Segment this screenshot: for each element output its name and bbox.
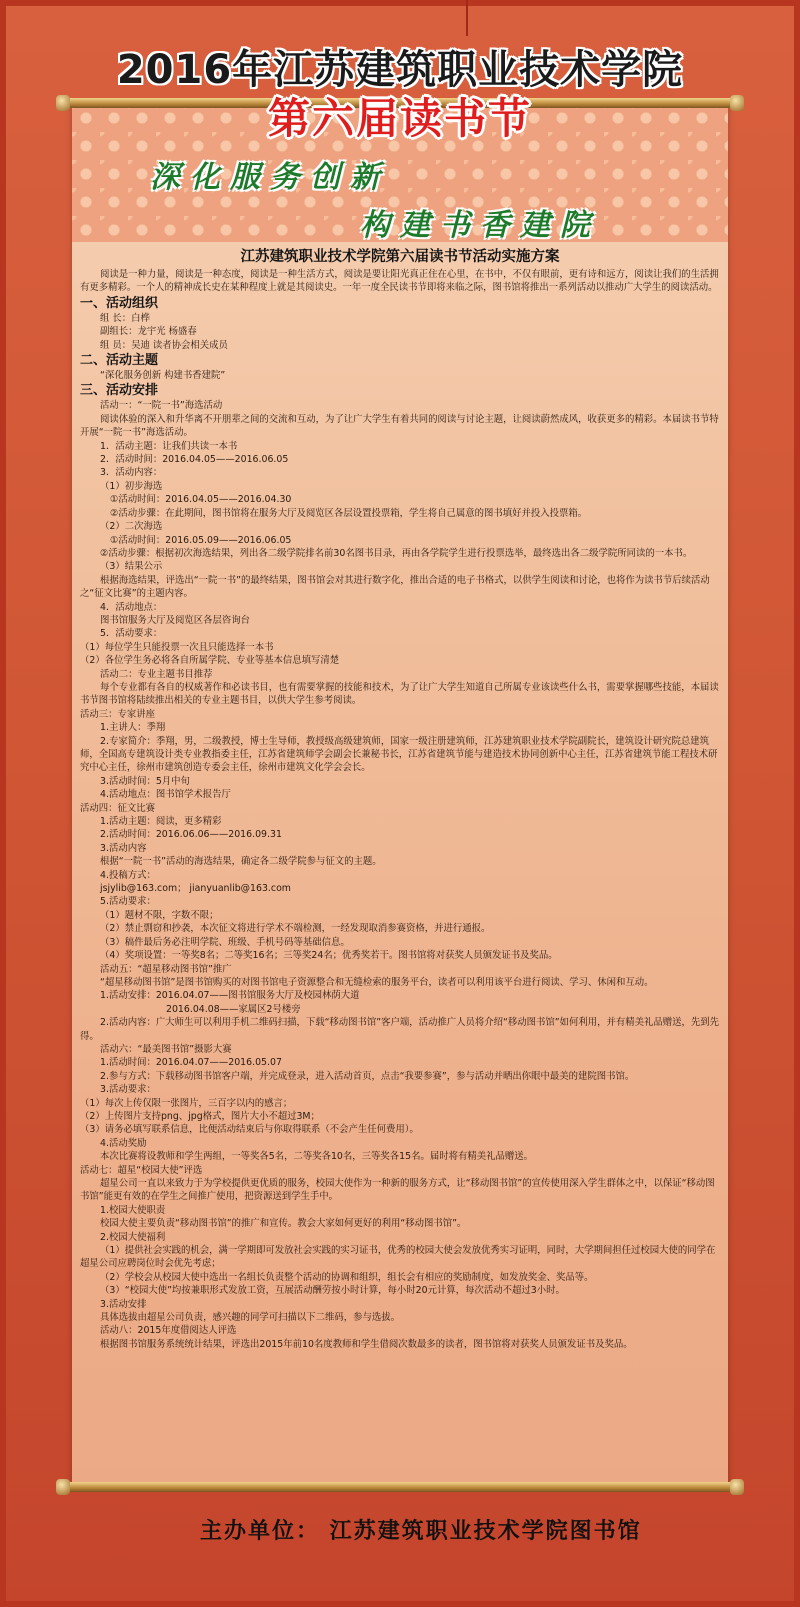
activity-1-line: ①活动时间：2016.05.09——2016.06.05 [110, 534, 292, 546]
activity-3-line: 4.活动地点：图书馆学术报告厅 [100, 789, 231, 801]
activity-1-line: ②活动步骤：根据初次海选结果，列出各二级学院排名前30名图书目录，再由各学院学生进行投票选举，最终选出各二级学院所同读的一本书。 [100, 547, 693, 559]
activity-5-line: 1.活动安排：2016.04.07——图书馆服务大厅及校园林荫大道 [100, 990, 360, 1002]
activity-4-line: 根据“一院一书”活动的海选结果，确定各二级学院参与征文的主题。 [100, 856, 382, 868]
activity-2-paragraph: 每个专业都有各自的权威著作和必读书目，也有需要掌握的技能和技术，为了让广大学生知道自己所属专业该读些什么书，需要掌握哪些技能，本届读书节图书馆将陆续推出相关的专业主题书目，以供大学生参考阅读。 [80, 681, 719, 707]
activity-4-title: 活动四：征文比赛 [80, 802, 156, 814]
org-leader: 组 长：白桦 [100, 312, 150, 324]
activity-1-line: 5．活动要求： [100, 628, 163, 640]
activity-4-line: （3）稿件最后务必注明学院、班级、手机号码等基础信息。 [100, 936, 350, 948]
activity-1-line: 2．活动时间：2016.04.05——2016.06.05 [100, 454, 289, 466]
org-deputy: 副组长：龙宇光 杨盛春 [100, 326, 197, 338]
activity-4-line: 2.活动时间：2016.06.06——2016.09.31 [100, 829, 282, 841]
activity-7-line: （3）“校园大使”均按兼职形式发放工资，互展活动酬劳按小时计算，每小时20元计算，每次活动不超过3小时。 [100, 1285, 565, 1297]
activity-1-line: （2）二次海选 [100, 521, 163, 533]
activity-8-paragraph: 根据图书馆服务系统统计结果，评选出2015年前10名度教师和学生借阅次数最多的读者，图书馆将对获奖人员颁发证书及奖品。 [100, 1338, 633, 1350]
section-heading-organization: 一、活动组织 [80, 295, 159, 311]
activity-4-line: （2）禁止剽窃和抄袭，本次征文将进行学术不端检测，一经发现取消参赛资格，并进行通报。 [100, 923, 491, 935]
activity-1-paragraph: 阅读体验的深入和升华离不开朋辈之间的交流和互动，为了让广大学生有着共同的阅读与讨论主题，让阅读蔚然成风，收获更多的精彩。本届读书节特开展“一院一书”海选活动。 [80, 413, 719, 439]
plan-document [80, 248, 720, 1351]
activity-1-line: ②活动步骤：在此期间，图书馆将在服务大厅及阅览区各层设置投票箱，学生将自己属意的图书填好并投入投票箱。 [110, 507, 588, 519]
theme-text: “深化服务创新 构建书香建院” [100, 370, 226, 382]
hanging-string [466, 0, 468, 36]
activity-7-line: 具体选拔由超星公司负责，感兴趣的同学可扫描以下二维码，参与选拔。 [100, 1312, 401, 1324]
slogan-line-1: 深化服务创新 [150, 160, 390, 195]
activity-5-paragraph: “超星移动图书馆”是图书馆购买的对图书馆电子资源整合和无缝检索的服务平台，读者可以利用该平台进行阅读、学习、休闲和互动。 [100, 976, 654, 988]
activity-6-line: 本次比赛将设教师和学生两组，一等奖各5名，二等奖各10名，三等奖各15名。届时将有精美礼品赠送。 [100, 1151, 533, 1163]
rod-knob-left [56, 1479, 70, 1495]
activity-7-paragraph: 超星公司一直以来致力于为学校提供更优质的服务，校园大使作为一种新的服务方式，让“移动图书馆”的宣传使用深入学生群体之中，以保证“移动图书馆”能更有效的在学生之间推广使用，把资源送到学生手中。 [80, 1178, 715, 1203]
activity-7-line: 校园大使主要负责“移动图书馆”的推广和宣传。教会大家如何更好的利用“移动图书馆”。 [100, 1218, 467, 1230]
activity-1-title: 活动一：“一院一书”海选活动 [100, 400, 223, 412]
activity-1-line: 1．活动主题：让我们共读一本书 [100, 440, 238, 452]
activity-4-line: （4）奖项设置：一等奖8名；二等奖16名；三等奖24名；优秀奖若干。图书馆将对获奖人员颁发证书及奖品。 [100, 950, 558, 962]
activity-4-line: 5.活动要求： [100, 896, 156, 908]
activity-6-line: （3）请务必填写联系信息，比便活动结束后与你取得联系（不会产生任何费用）。 [80, 1124, 419, 1136]
activity-7-title: 活动七：超星“校园大使”评选 [80, 1164, 203, 1176]
activity-4-line: 3.活动内容 [100, 842, 147, 854]
activity-6-line: 1.活动时间：2016.04.07——2016.05.07 [100, 1057, 282, 1069]
host-organization: 主办单位： 江苏建筑职业技术学院图书馆 [200, 1519, 642, 1544]
scroll-rod-bottom [64, 1482, 736, 1492]
activity-4-line: 4.投稿方式： [100, 869, 156, 881]
activity-3-line: 2.专家简介：季翔，男，二级教授，博士生导师，教授级高级建筑师，国家一级注册建筑师，江苏建筑职业技术学院副院长，建筑设计研究院总建筑师，全国高专建筑设计类专业教指委主任，江苏省建筑师学会副会长兼秘书长，江苏省建筑节能与建造技术协同创新中心主任，江苏省建筑节能工程技术研究中心主任，徐州市建筑创造专委会主任，徐州市建筑文化学会会长。 [80, 735, 718, 774]
activity-1-line: 根据海选结果，评选出“一院一书”的最终结果，图书馆会对其进行数字化，推出合适的电子书格式，以供学生阅读和讨论，也将作为读书节后续活动之“征文比赛”的主题内容。 [80, 574, 710, 600]
activity-6-line: （2）上传图片支持png、jpg格式，图片大小不超过3M； [80, 1110, 320, 1122]
activity-1-line: ①活动时间：2016.04.05——2016.04.30 [110, 494, 292, 506]
activity-5-line: 2016.04.08——家属区2号楼旁 [166, 1003, 301, 1015]
activity-3-line: 1.主讲人：季翔 [100, 722, 166, 734]
section-heading-theme: 二、活动主题 [80, 353, 159, 369]
activity-5-line: 2.活动内容：广大师生可以利用手机二维码扫描，下载“移动图书馆”客户端，活动推广人员将介绍“移动图书馆”如何利用，并有精美礼品赠送，先到先得。 [80, 1017, 720, 1042]
slogan-line-2: 构建书香建院 [360, 208, 600, 243]
main-title: 2016年江苏建筑职业技术学院 [116, 47, 684, 93]
activity-3-line: 3.活动时间：5月中旬 [100, 775, 190, 787]
rod-knob-right [730, 1479, 744, 1495]
activity-7-line: （2）学校会从校园大使中选出一名组长负责整个活动的协调和组织，组长会有相应的奖励制度，如发放奖金、奖品等。 [100, 1271, 594, 1283]
activity-5-title: 活动五：“超星移动图书馆”推广 [100, 963, 232, 975]
activity-6-line: （1）每次上传仅限一张图片，三百字以内的感言； [80, 1097, 293, 1109]
activity-6-line: 3.活动要求： [100, 1084, 156, 1096]
activity-1-line: （2）各位学生务必将各自所属学院、专业等基本信息填写清楚 [80, 655, 340, 667]
activity-6-line: 4.活动奖励 [100, 1137, 147, 1149]
festival-title: 第六届读书节 [267, 94, 532, 143]
org-members: 组 员：吴迪 读者协会相关成员 [100, 339, 228, 351]
activity-7-line: 3.活动安排 [100, 1298, 147, 1310]
activity-1-line: 3．活动内容： [100, 467, 163, 479]
activity-1-line: （1）每位学生只能投票一次且只能选择一本书 [80, 641, 274, 653]
activity-3-title: 活动三：专家讲座 [80, 708, 156, 720]
activity-8-title: 活动八：2015年度借阅达人评选 [100, 1325, 237, 1337]
activity-7-line: 1.校园大使职责 [100, 1204, 166, 1216]
activity-1-line: 图书馆服务大厅及阅览区各层咨询台 [100, 614, 251, 626]
section-heading-schedule: 三、活动安排 [80, 383, 159, 399]
intro-paragraph: 阅读是一种力量，阅读是一种态度，阅读是一种生活方式，阅读是要让阳光真正住在心里，在书中，不仅有眼前，更有诗和远方，阅读让我们的生活拥有更多精彩。一个人的精神成长史在某种程度上就是其阅读史。一年一度全民读书节即将来临之际，图书馆将推出一系列活动以推动广大学生的阅读活动。 [80, 269, 719, 294]
activity-6-line: 2.参与方式：下载移动图书馆客户端，并完成登录，进入活动首页，点击“我要参赛”，参与活动并晒出你眼中最美的建院图书馆。 [100, 1070, 635, 1082]
activity-7-line: （1）提供社会实践的机会，满一学期即可发放社会实践的实习证书，优秀的校园大使会发放优秀实习证明，同时，大学期间担任过校园大使的同学在超星公司应聘岗位时会优先考虑； [80, 1245, 716, 1270]
activity-1-line: （3）结果公示 [100, 561, 163, 573]
document-title: 江苏建筑职业技术学院第六届读书节活动实施方案 [240, 249, 560, 265]
activity-4-line: （1）题材不限，字数不限； [100, 909, 219, 921]
activity-4-line: 1.活动主题：阅读，更多精彩 [100, 816, 222, 828]
activity-2-title: 活动二：专业主题书目推荐 [100, 668, 213, 680]
activity-7-line: 2.校园大使福利 [100, 1231, 166, 1243]
activity-1-line: （1）初步海选 [100, 480, 163, 492]
contact-emails: jsjylib@163.com； jianyuanlib@163.com [100, 883, 291, 895]
activity-6-title: 活动六：“最美图书馆”摄影大赛 [100, 1043, 232, 1055]
activity-1-line: 4．活动地点： [100, 601, 163, 613]
